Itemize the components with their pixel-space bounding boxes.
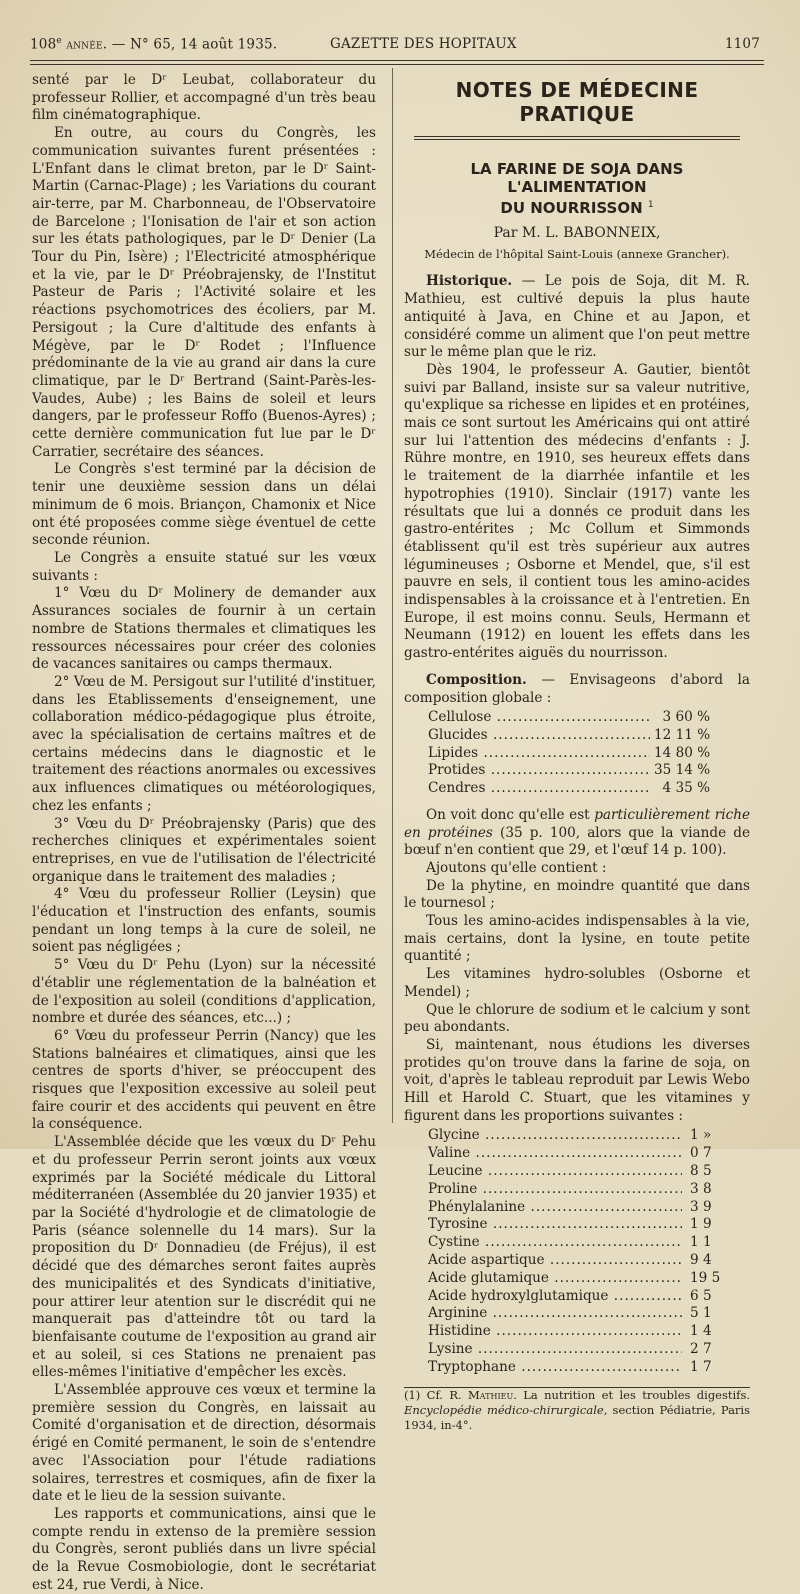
left-paragraph: 3° Vœu du Dʳ Préobrajensky (Paris) que des recherches cliniques et expérimentales soient entreprises, en vue de l'utilisation de l'électricité organique dans le traitement des maladies ; bbox=[32, 815, 376, 885]
composition-paragraph: Composition. — Envisageons d'abord la composition globale : bbox=[404, 671, 750, 706]
body-paragraph: Ajoutons qu'elle contient : bbox=[426, 859, 607, 876]
table-row: Leucine ..... 8 5 bbox=[428, 1163, 718, 1181]
table-row: Glycine ..... 1 » bbox=[428, 1127, 718, 1145]
column-divider bbox=[392, 68, 393, 1123]
left-paragraph: L'Assemblée approuve ces vœux et termine la première session du Congrès, en laissait au Comité d'organisation et de direction, désormais érigé en Comité permanent, le soin de s'entendre avec l'Association pour l'étude radiations solaires, terrestres et cosmiques, afin de fixer la date et le lieu de la session suivante. bbox=[32, 1382, 376, 1505]
body-paragraph: Que le chlorure de sodium et le calcium y sont peu abondants. bbox=[404, 1001, 750, 1036]
composition-table bbox=[428, 709, 710, 798]
table-row: Protides ..... 35 14 % bbox=[428, 762, 710, 780]
historique-paragraph: Historique. — Le pois de Soja, dit M. R. Mathieu, est cultivé depuis la plus haute antiquité à Java, en Chine et au Japon, et considéré comme un aliment que l'on peut mettre sur le même plan que le riz. bbox=[404, 273, 750, 361]
left-paragraph: senté par le Dʳ Leubat, collaborateur du professeur Rollier, et accompagné d'un très beau film cinématographique. bbox=[32, 72, 376, 124]
table-row: Glucides ..... 12 11 % bbox=[428, 727, 710, 745]
table-row: Lipides ..... 14 80 % bbox=[428, 745, 710, 763]
amino-acid-table bbox=[428, 1127, 721, 1376]
table-row: Cystine ..... 1 1 bbox=[428, 1234, 718, 1252]
body-paragraph: Tous les amino-acides indispensables à la vie, mais certains, dont la lysine, en toute petite quantité ; bbox=[404, 913, 750, 965]
left-column bbox=[32, 72, 376, 1594]
left-paragraph: 2° Vœu de M. Persigout sur l'utilité d'instituer, dans les Etablissements d'enseignement, une collaboration médico-pédagogique plus étroite, avec la spécialisation de certains maîtres et de certains médecins dans le diagnostic et le traitement des réactions anormales ou excessives aux influences climatiques ou météorologiques, chez les enfants ; bbox=[32, 673, 376, 814]
table-row: Tryptophane ..... 1 7 bbox=[428, 1359, 718, 1377]
left-paragraph: En outre, au cours du Congrès, les communication suivantes furent présentées : L'Enfant dans le climat breton, par le Dʳ Saint-Martin (Carnac-Plage) ; les Variations du courant air-terre, par M. Charbonneau, de l'Observatoire de Barcelone ; l'Ionisation de l'air et son action sur les états pathologiques, par le Dʳ Denier (La Tour du Pin, Isère) ; l'Electricité atmosphérique et la vie, par le Dʳ Préobrajensky, de l'Institut Pasteur de Paris ; l'Activité solaire et les réactions psychomotrices des écoliers, par M. Persigout ; la Cure d'altitude des enfants à Mégève, par le Dʳ Rodet ; l'Influence prédominante de la vie au grand air dans la cure climatique, par le Dʳ Bertrand (Saint-Parès-les-Vaudes, Aube) ; les Bains de soleil et leurs dangers, par le professeur Roffo (Buenos-Ayres) ; cette dernière communication fut lue par le Dʳ Carratier, secrétaire des séances. bbox=[32, 125, 376, 460]
left-paragraph: 5° Vœu du Dʳ Pehu (Lyon) sur la nécessité d'établir une réglementation de la balnéation et de l'exposition au soleil (conditions d'application, nombre et durée des séances, etc...) ; bbox=[32, 957, 376, 1027]
body-paragraph: Dès 1904, le professeur A. Gautier, bientôt suivi par Balland, insiste sur sa valeur nutritive, qu'explique sa richesse en lipides et en protéines, mais ce sont surtout les Américains qui ont attiré sur lui l'attention des médecins d'enfants : J. Rühre montre, en 1910, ses heureux effets dans le traitement de la diarrhée infantile et les hypotrophies (1910). Sinclair (1917) vante les résultats que lui a donnés ce produit dans les gastro-entérites ; Mc Collum et Simmonds établissent qu'il est très supérieur aux autres légumineuses ; Osborne et Mendel, que, s'il est pauvre en sels, il contient tous les amino-acides indispensables à la croissance et à l'entretien. En Europe, il est moins connu. Seuls, Hermann et Neumann (1912) en louent les effets dans les gastro-entérites aiguës du nourrisson. bbox=[404, 361, 750, 662]
body-paragraph: Si, maintenant, nous étudions les diverses protides qu'on trouve dans la farine de soja, on voit, d'après le tableau reproduit par Lewis Webo Hill et Harold C. Stuart, que les vitamines y figurent dans les proportions suivantes : bbox=[404, 1036, 750, 1124]
right-column bbox=[404, 72, 750, 1433]
left-paragraph: 6° Vœu du professeur Perrin (Nancy) que les Stations balnéaires et climatiques, ainsi que les centres de sports d'hiver, se préoccupent des risques que l'exposition excessive au soleil peut faire courir et des accidents qui peuvent en être la conséquence. bbox=[32, 1027, 376, 1133]
left-paragraph: Les rapports et communications, ainsi que le compte rendu in extenso de la première session du Congrès, seront publiés dans un livre spécial de la Revue Cosmobiologie, dont le secrétariat est 24, rue Verdi, à Nice. bbox=[32, 1505, 376, 1593]
left-paragraph: Le Congrès a ensuite statué sur les vœux suivants : bbox=[32, 549, 376, 584]
article-title: LA FARINE DE SOJA DANS L'ALIMENTATION DU NOURRISSON $^1$ bbox=[470, 160, 684, 217]
table-row: Proline ..... 3 8 bbox=[428, 1181, 718, 1199]
header-journal-title: GAZETTE DES HOPITAUX bbox=[330, 36, 517, 52]
table-row: Acide glutamique ..... 19 5 bbox=[428, 1270, 718, 1288]
table-row: Acide hydroxylglutamique ..... 6 5 bbox=[428, 1288, 718, 1306]
table-row: Tyrosine ..... 1 9 bbox=[428, 1216, 718, 1234]
article-affiliation: Médecin de l'hôpital Saint-Louis (annexe Grancher). bbox=[424, 246, 730, 261]
table-row: Histidine ..... 1 4 bbox=[428, 1323, 718, 1341]
body-paragraph: Les vitamines hydro-solubles (Osborne et Mendel) ; bbox=[404, 966, 750, 1000]
article-author: Par M. L. BABONNEIX, bbox=[493, 225, 661, 241]
body-paragraph: De la phytine, en moindre quantité que dans le tournesol ; bbox=[404, 877, 750, 912]
left-paragraph: 4° Vœu du professeur Rollier (Leysin) que l'éducation et l'instruction des enfants, soumis pendant un long temps à la cure de soleil, ne soient pas négligées ; bbox=[32, 886, 376, 956]
header-issue: 108e année. — N° 65, 14 août 1935. bbox=[30, 36, 278, 53]
body-paragraph: On voit donc qu'elle est particulièrement riche en protéines (35 p. 100, alors que la viande de bœuf n'en contient que 29, et l'œuf 14 p. 100). bbox=[404, 806, 751, 859]
section-rule bbox=[414, 136, 740, 137]
table-row: Arginine ..... 5 1 bbox=[428, 1305, 718, 1323]
header-rule-thin bbox=[30, 64, 764, 65]
left-paragraph: Le Congrès s'est terminé par la décision de tenir une deuxième session dans un délai minimum de 6 mois. Briançon, Chamonix et Nice ont été proposées comme siège éventuel de cette seconde réunion. bbox=[32, 461, 376, 549]
table-row: Cendres ..... 4 35 % bbox=[428, 780, 710, 798]
table-row: Lysine ..... 2 7 bbox=[428, 1341, 718, 1359]
left-paragraph: L'Assemblée décide que les vœux du Dʳ Pehu et du professeur Perrin seront joints aux vœux exprimés par la Société médicale du Littoral méditerranéen (Assemblée du 20 janvier 1935) et par la Société d'hydrologie et de climatologie de Paris (séance solennelle du 14 mars). Sur la proposition du Dʳ Donnadieu (de Fréjus), il est décidé que des démarches seront faites auprès des municipalités et des Syndicats d'initiative, pour attirer leur atention sur le discrédit qui ne manquerait pas d'atteindre tôt ou tard la bienfaisante coutume de l'exposition au grand air et au soleil, si ces Stations ne prenaient pas elles-mêmes l'initiative d'empêcher les excès. bbox=[32, 1134, 376, 1381]
left-paragraph: 1° Vœu du Dʳ Molinery de demander aux Assurances sociales de fournir à un certain nombre de Stations thermales et climatiques les ressources nécessaires pour créer des colonies de vacances sanitaires ou camps thermaux. bbox=[32, 585, 376, 673]
table-row: Phénylalanine ..... 3 9 bbox=[428, 1199, 718, 1217]
header-rule bbox=[30, 60, 764, 61]
page-header bbox=[30, 36, 760, 58]
table-row: Acide aspartique ..... 9 4 bbox=[428, 1252, 718, 1270]
table-row: Valine ..... 0 7 bbox=[428, 1145, 718, 1163]
section-title: NOTES DE MÉDECINE PRATIQUE bbox=[455, 78, 699, 126]
footnote: (1) Cf. R. Mathieu. La nutrition et les troubles digestifs. Encyclopédie médico-chirurgicale, section Pédiatrie, Paris 1934, in-4°. bbox=[404, 1387, 750, 1432]
table-row: Cellulose ..... 3 60 % bbox=[428, 709, 710, 727]
header-page-number: 1107 bbox=[724, 36, 760, 52]
section-rule-thin bbox=[414, 139, 740, 140]
